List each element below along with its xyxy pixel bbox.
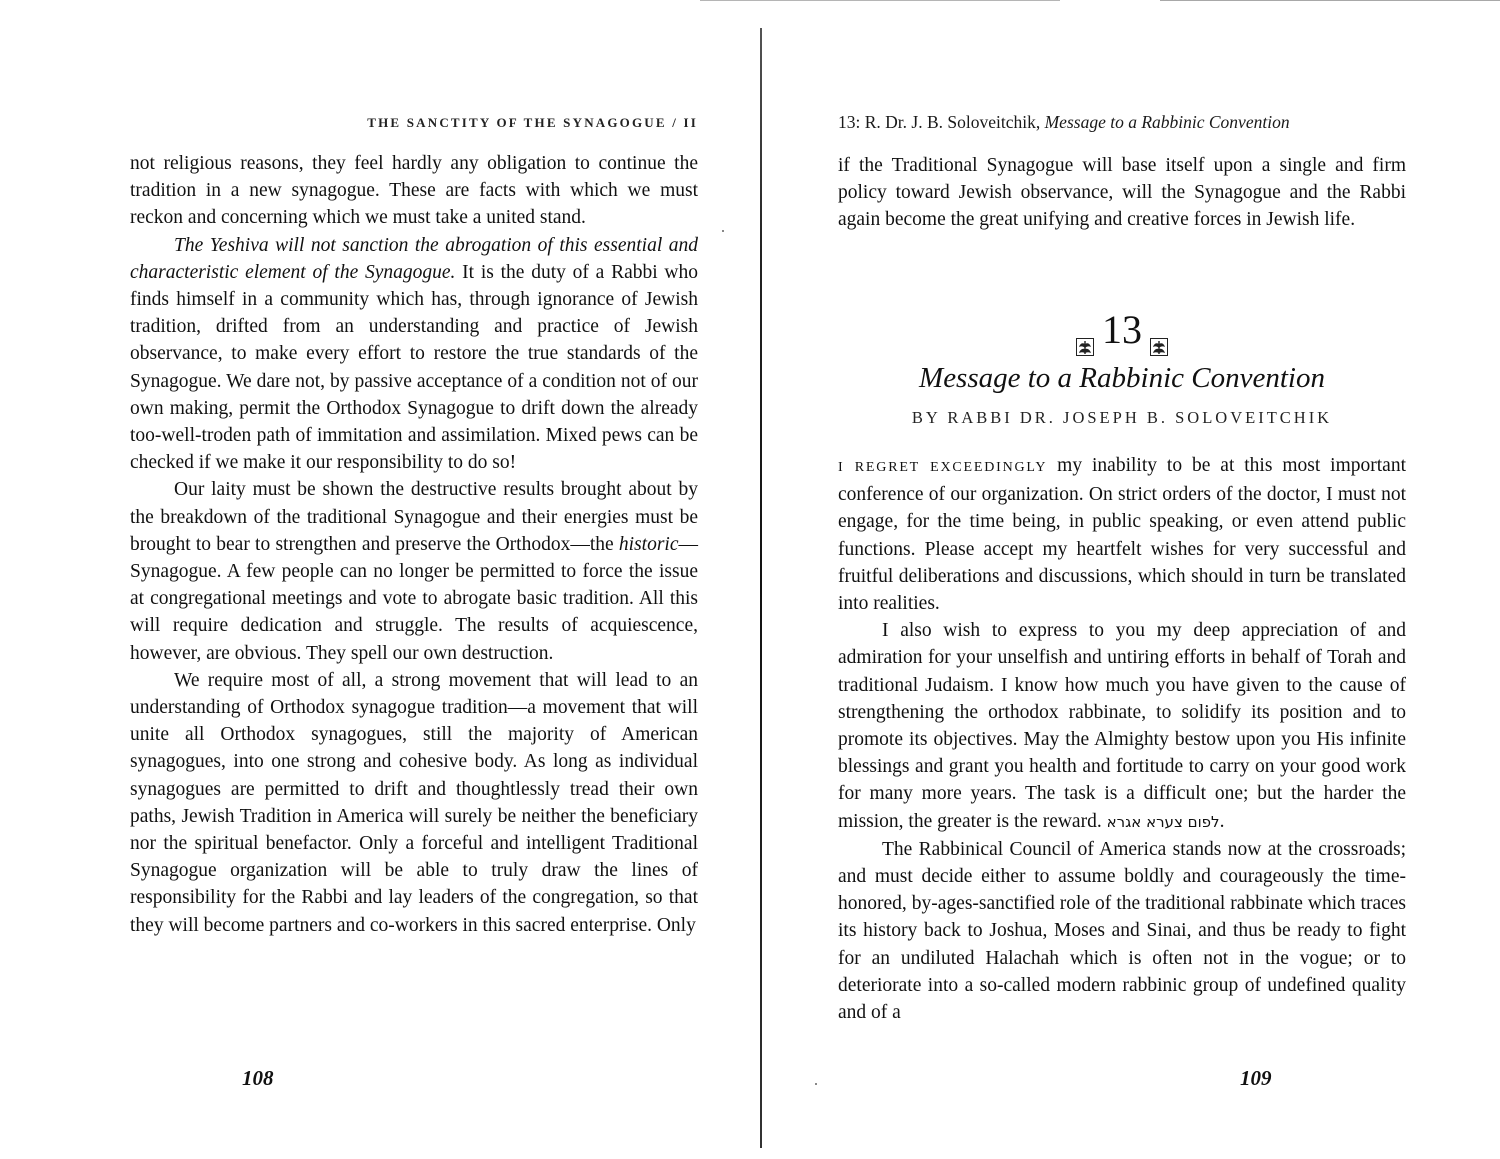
floral-ornament-icon [1076, 321, 1094, 339]
carryover-text [838, 152, 1406, 234]
left-page [130, 0, 698, 1159]
paragraph [130, 150, 698, 232]
chapter-byline: BY RABBI DR. JOSEPH B. SOLOVEITCHIK [911, 408, 1333, 427]
text-run: I also wish to express to you my deep appreciation of and admiration for your unselfish and untiring efforts in behalf of Torah and traditional Judaism. I know how much you have given to the cause of strengthening the orthodox rabbinate, to solidify its position and to promote its objectives. May the Almighty bestow upon you His infinite blessings and grant you health and fortitude to carry on your good work for many more years. The task is a difficult one; but the harder the mission, the greater is the reward. [838, 620, 1406, 832]
chapter-heading [838, 308, 1406, 428]
chapter-number-line [838, 308, 1406, 352]
right-page-body [838, 452, 1406, 1026]
left-page-body [130, 150, 698, 939]
floral-ornament-icon [1150, 321, 1168, 339]
chapter-number: 13 [1102, 307, 1142, 352]
paragraph [130, 476, 698, 666]
text-run: Our laity must be shown the destructive results brought about by the breakdown of the traditional Synagogue and their energies must be brought to bear to strengthen and preserve the Orthodox—the [130, 479, 698, 555]
text-run: my inability to be at this most important conference of our organization. On strict orders of the doctor, I must not engage, for the time being, in public speaking, or even attend public functions. Please accept my heartfelt wishes for very successful and fruitful deliberations and discussions, which should in turn be translated into realities. [838, 455, 1406, 615]
paragraph [838, 617, 1406, 836]
running-head-prefix: 13: R. Dr. J. B. Soloveitchik, [838, 112, 1045, 132]
text-run: not religious reasons, they feel hardly any obligation to continue the tradition in a new synagogue. These are facts with which we must reckon and concerning which we must take a united stand. [130, 153, 698, 229]
text-run: We require most of all, a strong movement that will lead to an understanding of Orthodox synagogue tradition—a movement that will unite all Orthodox synagogues, still the majority of American synagogues, into one strong and cohesive body. As long as individual synagogues are permitted to drift and thoughtlessly tread their own paths, Jewish Tradition in America will surely be neither the beneficiary nor the spiritual benefactor. Only a forceful and intelligent Traditional Synagogue organization will be able to truly draw the lines of responsibility for the Rabbi and lay leaders of the congregation, so that they will become partners and co-workers in this sacred enterprise. Only [130, 669, 698, 936]
text-run: . [1219, 810, 1225, 832]
running-head: THE SANCTITY OF THE SYNAGOGUE / II [367, 115, 698, 130]
paragraph [130, 232, 698, 477]
text-run: —Synagogue. A few people can no longer be permitted to force the issue at congregational meetings and vote to abrogate basic tradition. All this will require dedication and struggle. The results of acquiescence, however, are obvious. They spell our own destruction. [130, 533, 698, 664]
paragraph [838, 452, 1406, 617]
scan-speck [815, 1083, 817, 1085]
chapter-title: Message to a Rabbinic Convention [919, 362, 1325, 394]
paragraph [130, 667, 698, 939]
running-head-title: Message to a Rabbinic Convention [1044, 112, 1290, 132]
paragraph [838, 836, 1406, 1026]
page-number: 108 [242, 1066, 274, 1090]
scan-speck [722, 230, 724, 232]
italic-text-run: historic [618, 533, 679, 555]
lead-smallcaps: I REGRET EXCEEDINGLY [838, 460, 1048, 475]
page-number: 109 [1240, 1066, 1272, 1090]
right-page [838, 0, 1406, 1159]
text-run: It is the duty of a Rabbi who finds himself in a community which has, through ignorance of Jewish tradition, drifted from an understanding and practice of Jewish observance, to make every effort to restore the true standards of the Synagogue. We dare not, by passive acceptance of a condition not of our own making, permit the Orthodox Synagogue to drift down the already too-well-troden path of immitation and assimilation. Mixed pews can be checked if we make it our responsibility to do so! [130, 261, 698, 474]
running-head [838, 112, 1290, 133]
book-gutter [760, 28, 762, 1148]
italic-text-run: The Yeshiva will not sanction the abrogation of this essential and characteristic element of the Synagogue. [130, 234, 698, 283]
paragraph: if the Traditional Synagogue will base itself upon a single and firm policy toward Jewish observance, will the Synagogue and the Rabbi again become the great unifying and creative forces in Jewish life. [838, 155, 1406, 231]
text-run: The Rabbinical Council of America stands now at the crossroads; and must decide either to assume boldly and courageously the time-honored, by-ages-sanctified role of the traditional rabbinate which traces its history back to Joshua, Moses and Sinai, and thus be ready to fight for an undiluted Halachah which is often not in the vogue; or to deteriorate into a so-called modern rabbinic group of undefined quality and of a [838, 838, 1406, 1024]
hebrew-phrase: לפום צערא אגרא [1106, 812, 1220, 831]
